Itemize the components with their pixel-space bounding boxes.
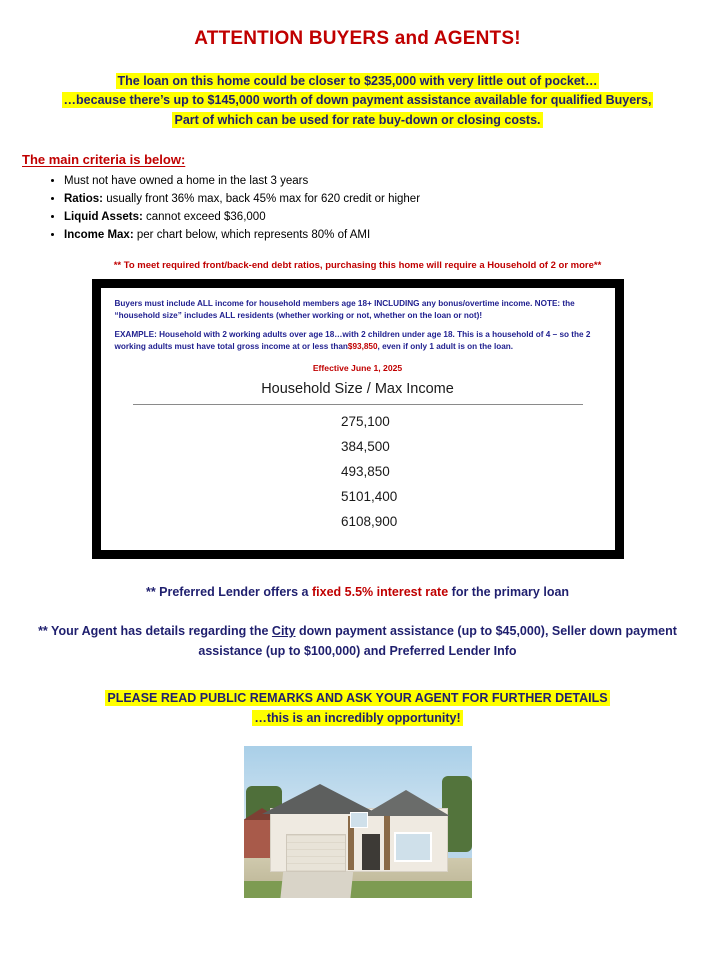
income-table-wrap (115, 381, 601, 534)
driveway (280, 868, 353, 898)
example-text-a: Household with 2 working adults over age 18…with 2 children under age 18. This is a household of 4 – so the 2 working adults must have total gross income at or less than (114, 330, 591, 352)
criteria-text: usually front 36% max, back 45% max for 620 credit or higher (106, 193, 421, 206)
front-door (362, 834, 380, 870)
criteria-heading: The main criteria is below: (22, 152, 186, 168)
max-income: 93,850 (348, 464, 390, 480)
max-income: 84,500 (348, 439, 390, 455)
table-row (133, 409, 583, 434)
agent-part-2: down payment assistance (up to $45,000), Seller down payment assistance (up to $100,000) and Preferred Lender Info (198, 624, 677, 659)
final-call-to-action (22, 689, 693, 728)
criteria-text: cannot exceed $36,000 (146, 211, 266, 224)
table-title: Household Size / Max Income (133, 381, 583, 405)
chart-example (115, 329, 601, 353)
criteria-label: Income Max: (64, 229, 134, 242)
lender-rate: fixed 5.5% interest rate (312, 585, 449, 600)
cta-line-1: PLEASE READ PUBLIC REMARKS AND ASK YOUR AGENT FOR FURTHER DETAILS (107, 691, 608, 706)
example-amount: $93,850 (347, 342, 378, 352)
lender-suffix: for the primary loan (451, 585, 570, 600)
list-item (64, 174, 693, 190)
roof-main (262, 784, 378, 814)
table-row (133, 434, 583, 459)
example-label: EXAMPLE: (114, 330, 157, 340)
criteria-text: Must not have owned a home in the last 3 years (64, 175, 309, 188)
list-item (64, 228, 693, 244)
porch-post-right (384, 816, 390, 870)
criteria-list (22, 174, 693, 244)
income-table (133, 409, 583, 534)
household-size: 3 (340, 439, 349, 455)
table-row (133, 509, 583, 534)
window-gable (350, 812, 368, 828)
house-photo (244, 746, 472, 898)
lender-prefix: ** Preferred Lender offers a (145, 585, 309, 600)
criteria-text: per chart below, which represents 80% of AMI (136, 229, 371, 242)
list-item (64, 210, 693, 226)
table-row (133, 484, 583, 509)
table-row (133, 459, 583, 484)
lawn (244, 881, 472, 898)
roof-right (362, 790, 450, 816)
highlight-line-2: …because there’s up to $145,000 worth of down payment assistance available for qualified Buyers, (63, 93, 652, 108)
chart-paragraph-1: Buyers must include ALL income for household members age 18+ INCLUDING any bonus/overtime income. NOTE: the “household size” includes ALL residents (whether working or not, whether on the loan or not)! (114, 298, 575, 320)
window-front (394, 832, 432, 862)
household-size: 6 (340, 514, 349, 530)
max-income: 108,900 (348, 514, 398, 530)
flyer-page (0, 28, 715, 955)
criteria-label: Liquid Assets: (64, 211, 143, 224)
household-note: ** To meet required front/back-end debt ratios, purchasing this home will require a Household of 2 or more** (113, 259, 602, 271)
criteria-label: Ratios: (64, 193, 103, 206)
highlight-line-1: The loan on this home could be closer to $235,000 with very little out of pocket… (117, 74, 598, 88)
highlight-line-3: Part of which can be used for rate buy-down or closing costs. (174, 112, 541, 127)
max-income: 75,100 (348, 414, 390, 430)
cta-line-2: …this is an incredibly opportunity! (254, 710, 461, 725)
highlight-block (22, 72, 693, 130)
effective-date: Effective June 1, 2025 (312, 363, 403, 374)
agent-city: City (271, 624, 296, 639)
agent-part-1: ** Your Agent has details regarding the (38, 624, 269, 639)
max-income: 101,400 (348, 489, 398, 505)
example-text-b: , even if only 1 adult is on the loan. (377, 342, 514, 352)
income-chart-box (92, 279, 624, 560)
list-item (64, 192, 693, 208)
household-size: 4 (340, 464, 349, 480)
preferred-lender-line (22, 585, 693, 599)
agent-details-line (38, 621, 678, 661)
household-size: 2 (340, 414, 349, 430)
garage-panel-lines (287, 835, 345, 871)
page-title: ATTENTION BUYERS and AGENTS! (194, 28, 521, 49)
garage-door (286, 834, 346, 872)
household-size: 5 (340, 489, 349, 505)
